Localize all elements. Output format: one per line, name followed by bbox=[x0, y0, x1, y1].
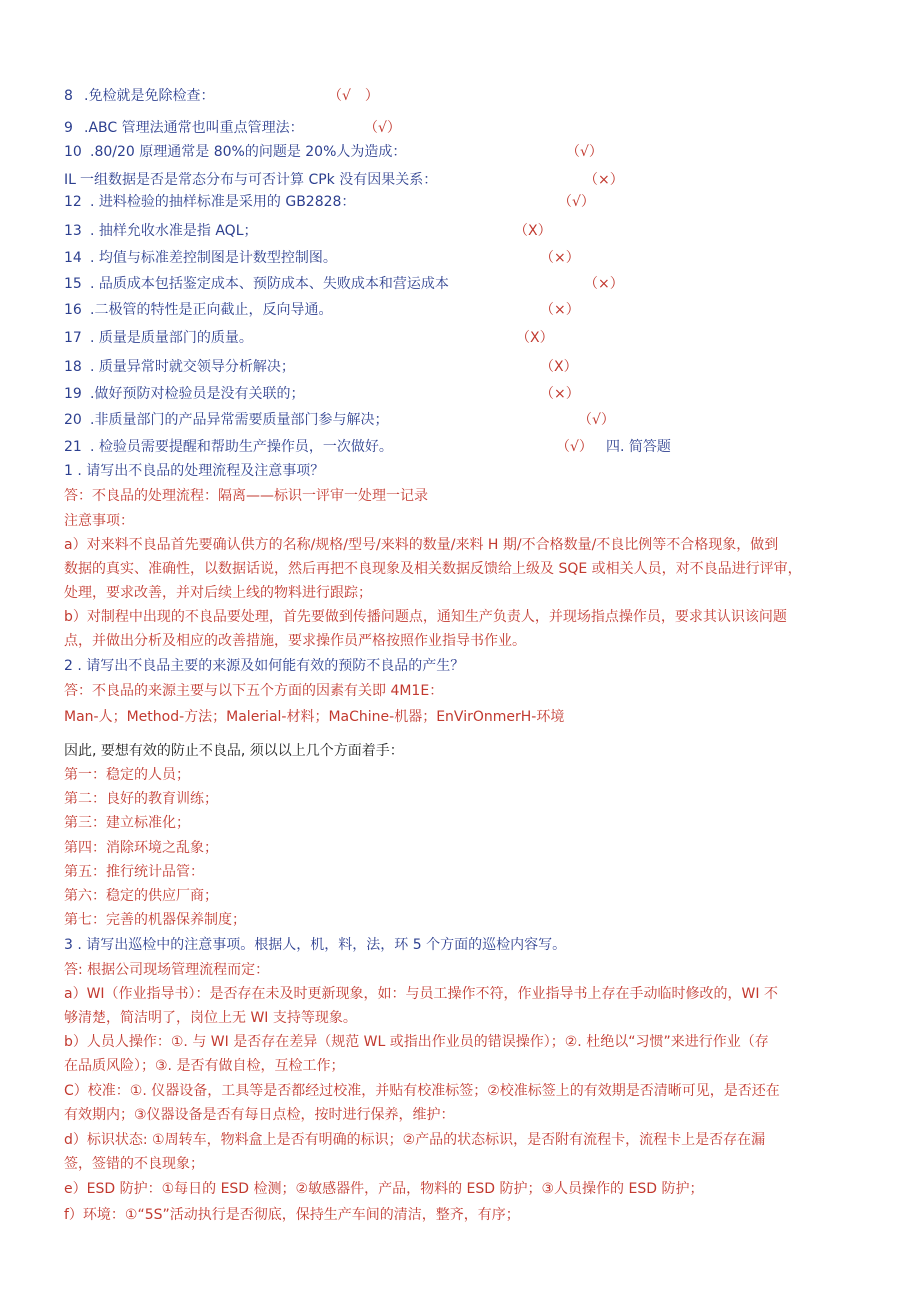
q1-note-a-line-3: 处理，要求改善，并对后续上线的物料进行跟踪； bbox=[64, 585, 372, 601]
q2-answer: 答：不良品的来源主要与以下五个方面的因素有关即 4M1E： bbox=[64, 683, 444, 699]
q3-answer: 答: 根据公司现场管理流程而定： bbox=[64, 962, 270, 978]
item-mark: （×） bbox=[540, 302, 580, 318]
item-text: . 进料检验的抽样标准是采用的 GB2828： bbox=[90, 194, 356, 210]
q2-factors: Man-人；Method-方法；Malerial-材料；MaChine-机器；EnVirOnmerH-环境 bbox=[64, 709, 565, 725]
q3-line-1: a）WI（作业指导书）：是否存在未及时更新现象，如：与员工操作不符，作业指导书上存在手动临时修改的，WI 不 bbox=[64, 986, 778, 1002]
item-number: 13 bbox=[64, 223, 82, 239]
item-text: .ABC 管理法通常也叫重点管理法： bbox=[84, 120, 304, 136]
item-text: .二极管的特性是正向截止，反向导通。 bbox=[90, 302, 333, 318]
item-mark: （√） bbox=[578, 412, 615, 428]
item-number: 17 bbox=[64, 330, 82, 346]
item-text: . 质量是质量部门的质量。 bbox=[90, 330, 253, 346]
item-text: .免检就是免除检查： bbox=[84, 88, 215, 104]
item-number: 16 bbox=[64, 302, 82, 318]
item-text: . 检验员需要提醒和帮助生产操作员，一次做好。 bbox=[90, 439, 393, 455]
item-mark: （√） bbox=[364, 120, 401, 136]
item-text: . 质量异常时就交领导分析解决； bbox=[90, 359, 295, 375]
item-number: 9 bbox=[64, 120, 73, 136]
q3-line-5: C）校准：①. 仪器设备，工具等是否都经过校准，并贴有校准标签；②校准标签上的有效期是否清晰可见，是否还在 bbox=[64, 1083, 780, 1099]
item-mark: （×） bbox=[540, 250, 580, 266]
item-mark: （√） bbox=[556, 439, 593, 455]
q2-step-5: 第五：推行统计品管： bbox=[64, 864, 204, 880]
item-text: .非质量部门的产品异常需要质量部门参与解决； bbox=[90, 412, 389, 428]
q3-question: 3 . 请写出巡检中的注意事项。根据人，机，料，法，环 5 个方面的巡检内容写。 bbox=[64, 937, 567, 953]
item-number: 15 bbox=[64, 276, 82, 292]
item-mark: （×） bbox=[584, 172, 624, 188]
item-number: 18 bbox=[64, 359, 82, 375]
item-mark: （X） bbox=[516, 330, 554, 346]
item-text: . 抽样允收水准是指 AQL； bbox=[90, 223, 258, 239]
item-number: 8 bbox=[64, 88, 73, 104]
q3-line-4: 在品质风险）；③. 是否有做自检，互检工作； bbox=[64, 1058, 345, 1074]
item-mark: （√） bbox=[566, 144, 603, 160]
item-number: 12 bbox=[64, 194, 82, 210]
item-number: 19 bbox=[64, 386, 82, 402]
q1-notes-label: 注意事项： bbox=[64, 513, 134, 529]
q2-question: 2 . 请写出不良品主要的来源及如何能有效的预防不良品的产生？ bbox=[64, 658, 465, 674]
q1-note-a-line-2: 数据的真实、准确性，以数据话说，然后再把不良现象及相关数据反馈给上级及 SQE 或相关人员，对不良品进行评审， bbox=[64, 561, 802, 577]
q3-line-2: 够清楚，简洁明了，岗位上无 WI 支持等现象。 bbox=[64, 1010, 357, 1026]
q1-answer: 答：不良品的处理流程：隔离——标识一评审一处理一记录 bbox=[64, 488, 428, 504]
q2-step-1: 第一：稳定的人员； bbox=[64, 767, 190, 783]
item-mark: （√） bbox=[558, 194, 595, 210]
item-number: 21 bbox=[64, 439, 82, 455]
item-mark: （×） bbox=[540, 386, 580, 402]
item-number: 10 bbox=[64, 144, 82, 160]
section-title: 四. 简答题 bbox=[606, 439, 671, 455]
q3-line-6: 有效期内；③仪器设备是否有每日点检，按时进行保养，维护： bbox=[64, 1107, 455, 1123]
q2-step-6: 第六：稳定的供应厂商； bbox=[64, 888, 218, 904]
item-text: .做好预防对检验员是没有关联的； bbox=[90, 386, 305, 402]
q2-step-2: 第二：良好的教育训练； bbox=[64, 791, 218, 807]
q1-question: 1 . 请写出不良品的处理流程及注意事项？ bbox=[64, 463, 325, 479]
q2-intro: 因此, 要想有效的防止不良品, 须以以上几个方面着手： bbox=[64, 743, 404, 759]
q3-line-8: 签，签错的不良现象； bbox=[64, 1156, 204, 1172]
q1-note-b-line-2: 点，并做出分析及相应的改善措施，要求操作员严格按照作业指导书作业。 bbox=[64, 633, 526, 649]
item-text: 一组数据是否是常态分布与可否计算 CPk 没有因果关系： bbox=[80, 172, 438, 188]
q3-line-7: d）标识状态: ①周转车，物料盒上是否有明确的标识；②产品的状态标识，是否附有流程卡，流程卡上是否存在漏 bbox=[64, 1132, 766, 1148]
item-text: .80/20 原理通常是 80%的问题是 20%人为造成： bbox=[90, 144, 407, 160]
q2-step-7: 第七：完善的机器保养制度； bbox=[64, 912, 246, 928]
q3-line-3: b）人员人操作：①. 与 WI 是否存在差异（规范 WL 或指出作业员的错误操作）；②. 杜绝以“习惯”来进行作业（存 bbox=[64, 1034, 769, 1050]
q3-line-9: e）ESD 防护：①每日的 ESD 检测；②敏感器件，产品，物料的 ESD 防护；③人员操作的 ESD 防护； bbox=[64, 1181, 704, 1197]
item-mark: （X） bbox=[540, 359, 578, 375]
item-text: . 均值与标准差控制图是计数型控制图。 bbox=[90, 250, 337, 266]
item-number: IL bbox=[64, 172, 76, 188]
item-mark: （√ ） bbox=[328, 88, 379, 104]
q3-line-10: f）环境：①“5S”活动执行是否彻底，保持生产车间的清洁，整齐，有序； bbox=[64, 1207, 520, 1223]
q2-step-3: 第三：建立标准化； bbox=[64, 815, 190, 831]
item-text: . 品质成本包括鉴定成本、预防成本、失败成本和营运成本 bbox=[90, 276, 449, 292]
item-number: 14 bbox=[64, 250, 82, 266]
item-mark: （×） bbox=[584, 276, 624, 292]
q2-step-4: 第四：消除环境之乱象； bbox=[64, 840, 218, 856]
q1-note-b-line-1: b）对制程中出现的不良品要处理，首先要做到传播问题点，通知生产负责人，并现场指点操作员，要求其认识该问题 bbox=[64, 609, 787, 625]
q1-note-a-line-1: a）对来料不良品首先要确认供方的名称/规格/型号/来料的数量/来料 H 期/不合格数量/不良比例等不合格现象，做到 bbox=[64, 537, 779, 553]
item-mark: （X） bbox=[514, 223, 552, 239]
item-number: 20 bbox=[64, 412, 82, 428]
